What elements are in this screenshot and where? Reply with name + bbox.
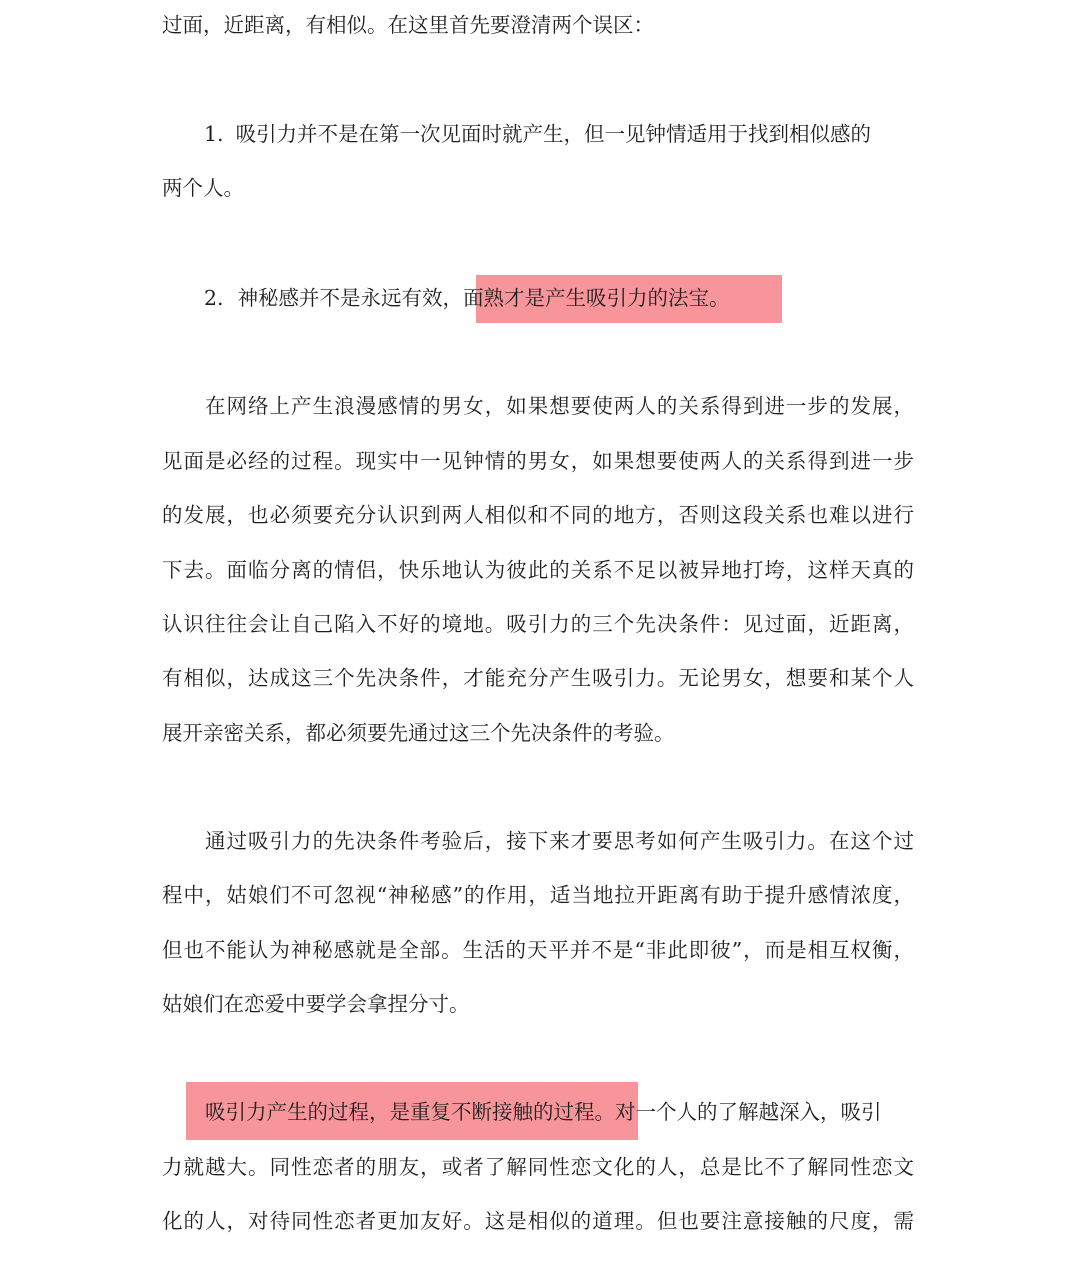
list-item-2-number: 2. [204,286,224,310]
paragraph-3-line-1: 在网络上产生浪漫感情的男女，如果想要使两人的关系得到进一步的发展， [205,394,914,418]
list-item-1-line1: 吸引力并不是在第一次见面时就产生，但一见钟情适用于找到相似感的 [235,122,872,146]
paragraph-3-line-6: 有相似，达成这三个先决条件，才能充分产生吸引力。无论男女，想要和某个人 [162,666,914,690]
paragraph-5-line-2: 力就越大。同性恋者的朋友，或者了解同性恋文化的人，总是比不了解同性恋文 [162,1155,914,1179]
paragraph-5-line-1-rest: 对一个人的了解越深入，吸引 [615,1100,882,1124]
paragraph-3-line-7: 展开亲密关系，都必须要先通过这三个先决条件的考验。 [162,721,675,745]
list-item-2 [204,283,914,313]
intro-line: 过面，近距离，有相似。在这里首先要澄清两个误区： [162,13,654,37]
paragraph-4-line-4: 姑娘们在恋爱中要学会拿捏分寸。 [162,992,470,1016]
list-item-1 [204,119,914,149]
paragraph-3-line-5: 认识往往会让自己陷入不好的境地。吸引力的三个先决条件：见过面，近距离， [162,612,914,636]
list-item-1-line2: 两个人。 [162,176,244,200]
paragraph-3-line-3: 的发展，也必须要充分认识到两人相似和不同的地方，否则这段关系也难以进行 [162,503,914,527]
paragraph-5-line-3: 化的人，对待同性恋者更加友好。这是相似的道理。但也要注意接触的尺度，需 [162,1209,914,1233]
paragraph-4-line-1: 通过吸引力的先决条件考验后，接下来才要思考如何产生吸引力。在这个过 [205,829,914,853]
paragraph-4-line-3: 但也不能认为神秘感就是全部。生活的天平并不是“非此即彼”，而是相互权衡， [162,938,914,962]
paragraph-3-line-2: 见面是必经的过程。现实中一见钟情的男女，如果想要使两人的关系得到进一步 [162,449,914,473]
paragraph-4-line-2: 程中，姑娘们不可忽视“神秘感”的作用，适当地拉开距离有助于提升感情浓度， [162,883,914,907]
list-item-2-highlight: 面熟才是产生吸引力的法宝。 [463,286,730,310]
list-item-1-number: 1. [204,122,224,146]
paragraph-5-line-1 [205,1097,914,1127]
list-item-2-text: 神秘感并不是永远有效， [237,286,464,310]
paragraph-5-highlight: 吸引力产生的过程，是重复不断接触的过程。 [205,1100,615,1124]
paragraph-3-line-4: 下去。面临分离的情侣，快乐地认为彼此的关系不足以被异地打垮，这样天真的 [162,558,914,582]
